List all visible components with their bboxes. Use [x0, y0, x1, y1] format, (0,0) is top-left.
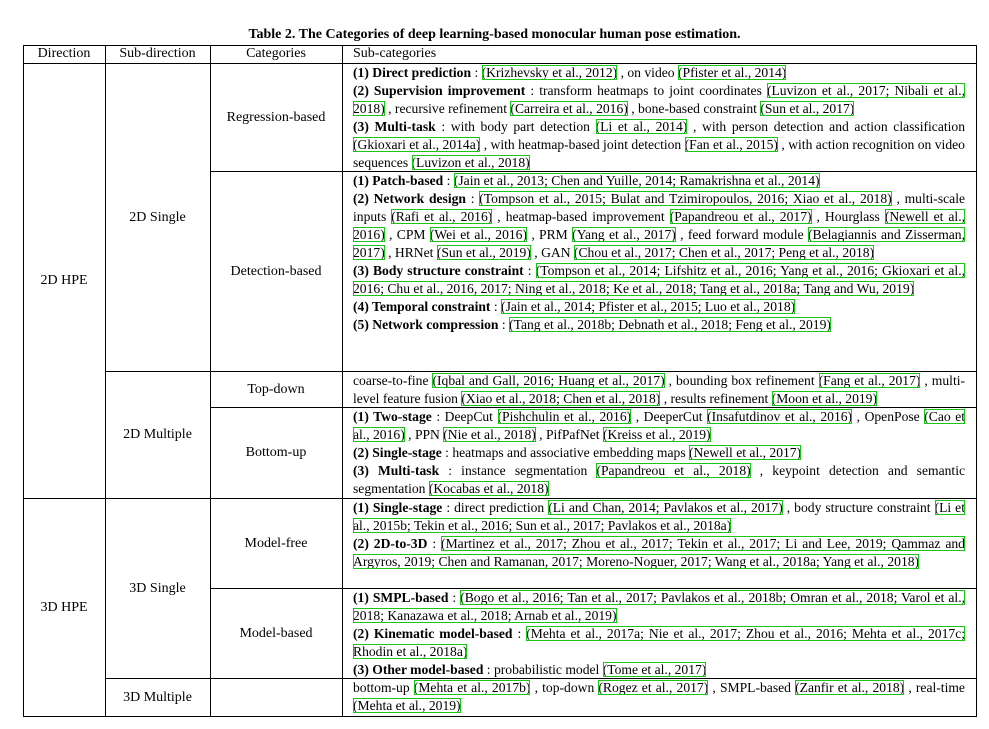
cell-text: , results refinement	[663, 391, 769, 406]
citation-link[interactable]: (Rogez et al., 2017)	[598, 680, 709, 695]
citation-link[interactable]: (Iqbal and Gall, 2016; Huang et al., 2017)	[432, 373, 665, 388]
citation-link[interactable]: (Cao et al., 2016)	[353, 409, 966, 442]
cell-text: :	[474, 65, 479, 80]
cell-text: , multi-scale inputs	[353, 191, 966, 224]
category-model-based: Model-based	[239, 625, 313, 641]
cell-text: , real-time	[908, 680, 965, 695]
citation-link[interactable]: (Kocabas et al., 2018)	[428, 481, 549, 496]
citation-link[interactable]: (Mehta et al., 2019)	[353, 698, 461, 713]
subcategory-label: (3) Other model-based	[353, 662, 484, 677]
category-regression-based: Regression-based	[226, 109, 326, 125]
subdirection-2d-multiple: 2D Multiple	[123, 427, 192, 442]
cell-text: :	[527, 263, 532, 278]
citation-link[interactable]: (Kreiss et al., 2019)	[603, 427, 711, 442]
subcategory-label: (1) Direct prediction	[353, 65, 472, 80]
citation-link[interactable]: (Carreira et al., 2016)	[510, 101, 628, 116]
citation-link[interactable]: (Zanfir et al., 2018)	[795, 680, 905, 695]
cell-text: , DeeperCut	[635, 409, 703, 424]
citation-link[interactable]: (Belagiannis and Zisserman, 2017)	[353, 227, 965, 260]
citation-link[interactable]: (Yang et al., 2017)	[572, 227, 676, 242]
header-sub-direction: Sub-direction	[119, 46, 196, 61]
category-model-free: Model-free	[244, 535, 308, 551]
cell-text: : transform heatmaps to joint coordinates	[530, 83, 762, 98]
citation-link[interactable]: (Moon et al., 2019)	[771, 391, 878, 406]
citation-link[interactable]: (Jain et al., 2014; Pfister et al., 2015; Luo et al., 2018)	[501, 299, 796, 314]
subcategory-label: (2) 2D-to-3D	[353, 536, 428, 551]
cell-text: bottom-up	[353, 680, 410, 695]
cell-text: : direct prediction	[446, 500, 545, 515]
citation-link[interactable]: (Wei et al., 2016)	[429, 227, 527, 242]
cell-text: , feed forward module	[680, 227, 804, 242]
cell-text: , body structure constraint	[786, 500, 931, 515]
citation-link[interactable]: (Li et al., 2015b; Tekin et al., 2016; Sun et al., 2017; Pavlakos et al., 2018a)	[353, 500, 965, 533]
cell-text: , with person detection and action classification	[692, 119, 966, 134]
subcategories-detection-based	[353, 172, 965, 334]
cell-text: :	[446, 173, 451, 188]
citation-link[interactable]: (Gkioxari et al., 2014a)	[353, 137, 481, 152]
citation-link[interactable]: (Sun et al., 2019)	[436, 245, 531, 260]
subcategory-label: (1) SMPL-based	[353, 590, 449, 605]
cell-text: , multi-level feature fusion	[353, 373, 966, 406]
cell-text: , top-down	[534, 680, 595, 695]
column-divider-3	[342, 45, 343, 717]
citation-link[interactable]: (Pishchulin et al., 2016)	[497, 409, 632, 424]
cell-text: :	[501, 317, 506, 332]
cell-text: :	[452, 590, 457, 605]
citation-link[interactable]: (Tompson et al., 2015; Bulat and Tzimiropoulos, 2016; Xiao et al., 2018)	[479, 191, 892, 206]
cell-text: : heatmaps and associative embedding maps	[445, 445, 686, 460]
cell-text: , PPN	[408, 427, 440, 442]
citation-link[interactable]: (Fan et al., 2015)	[684, 137, 778, 152]
citation-link[interactable]: (Luvizon et al., 2017; Nibali et al., 2018)	[353, 83, 965, 116]
cell-text: , OpenPose	[856, 409, 920, 424]
citation-link[interactable]: (Fang et al., 2017)	[818, 373, 921, 388]
citation-link[interactable]: (Chou et al., 2017; Chen et al., 2017; Peng et al., 2018)	[573, 245, 875, 260]
subcategory-label: (3) Multi-task	[353, 119, 436, 134]
cell-text: : with body part detection	[441, 119, 590, 134]
category-top-down: Top-down	[247, 381, 305, 397]
cell-text: , recursive refinement	[388, 101, 508, 116]
cell-text: , PifPafNet	[539, 427, 600, 442]
subcategories-bottom-up	[353, 408, 965, 498]
cell-text: , HRNet	[388, 245, 434, 260]
direction-3d-hpe: 3D HPE	[40, 599, 88, 615]
subdirection-3d-single: 3D Single	[129, 580, 186, 596]
citation-link[interactable]: (Bogo et al., 2016; Tan et al., 2017; Pavlakos et al., 2018b; Omran et al., 2018; Varol et al., 2018; Kanazawa et al., 2018; Arnab et al., 2019)	[353, 590, 965, 623]
categories-table	[23, 45, 977, 717]
citation-link[interactable]: (Xiao et al., 2018; Chen et al., 2018)	[461, 391, 661, 406]
direction-2d-hpe: 2D HPE	[40, 273, 88, 288]
subcategory-label: (2) Single-stage	[353, 445, 442, 460]
citation-link[interactable]: (Luvizon et al., 2018)	[411, 155, 530, 170]
cell-text: :	[432, 536, 437, 551]
cell-text: , with heatmap-based joint detection	[483, 137, 682, 152]
citation-link[interactable]: (Jain et al., 2013; Chen and Yuille, 2014; Ramakrishna et al., 2014)	[453, 173, 820, 188]
citation-link[interactable]: (Li et al., 2014)	[595, 119, 688, 134]
subcategory-label: (1) Single-stage	[353, 500, 443, 515]
cell-text: , SMPL-based	[712, 680, 791, 695]
citation-link[interactable]: (Krizhevsky et al., 2012)	[481, 65, 618, 80]
subcategory-label: (3) Multi-task	[353, 463, 440, 478]
subcategories-3d-multiple	[353, 679, 965, 715]
cell-text: :	[517, 626, 522, 641]
citation-link[interactable]: (Papandreou et al., 2018)	[596, 463, 751, 478]
citation-link[interactable]: (Martinez et al., 2017; Zhou et al., 2017; Tekin et al., 2017; Li and Lee, 2019; Qammaz and Argyros, 2019; Chen and Ramanan, 2017; Moreno-Noguer, 2017; Wang et al., 2018a; Yang et al., 2018)	[353, 536, 965, 569]
cell-text: , bone-based constraint	[631, 101, 757, 116]
cell-text: , on video	[620, 65, 675, 80]
cell-text: , CPM	[389, 227, 426, 242]
subcategory-label: (5) Network compression	[353, 317, 499, 332]
cell-text: : instance segmentation	[448, 463, 588, 478]
subcategory-label: (2) Network design	[353, 191, 466, 206]
citation-link[interactable]: (Papandreou et al., 2017)	[669, 209, 812, 224]
cell-text: :	[470, 191, 475, 206]
citation-link[interactable]: (Tompson et al., 2014; Lifshitz et al., 2016; Yang et al., 2016; Gkioxari et al., 2016; Chu et al., 2016, 2017; Ning et al., 2018; Ke et al., 2018; Tang et al., 2018a; Tang and Wu, 2019)	[353, 263, 965, 296]
table-border-bottom	[23, 716, 977, 717]
subcategory-label: (2) Supervision improvement	[353, 83, 526, 98]
cell-text: coarse-to-fine	[353, 373, 429, 388]
citation-link[interactable]: (Mehta et al., 2017b)	[413, 680, 531, 695]
cell-text: , GAN	[534, 245, 571, 260]
cell-text: : DeepCut	[436, 409, 493, 424]
cell-text: , heatmap-based improvement	[497, 209, 665, 224]
citation-link[interactable]: (Sun et al., 2017)	[760, 101, 855, 116]
citation-link[interactable]: (Insafutdinov et al., 2016)	[707, 409, 853, 424]
cell-text: , bounding box refinement	[668, 373, 815, 388]
cell-text: : probabilistic model	[486, 662, 600, 677]
citation-link[interactable]: (Tang et al., 2018b; Debnath et al., 2018; Feng et al., 2019)	[509, 317, 831, 332]
cell-text: , PRM	[531, 227, 568, 242]
subcategories-top-down	[353, 372, 965, 408]
header-categories: Categories	[246, 46, 306, 61]
category-bottom-up: Bottom-up	[245, 445, 307, 460]
subcategory-label: (3) Body structure constraint	[353, 263, 524, 278]
subcategories-model-free	[353, 499, 965, 571]
subcategories-model-based	[353, 589, 965, 679]
subcategory-label: (1) Two-stage	[353, 409, 432, 424]
subcategory-label: (2) Kinematic model-based	[353, 626, 513, 641]
citation-link[interactable]: (Nie et al., 2018)	[443, 427, 536, 442]
citation-link[interactable]: (Tome et al., 2017)	[602, 662, 707, 677]
cell-text: :	[493, 299, 498, 314]
subdirection-3d-multiple: 3D Multiple	[123, 689, 192, 705]
cell-text: , keypoint detection and semantic segmentation	[353, 463, 965, 496]
cell-text: , Hourglass	[816, 209, 880, 224]
citation-link[interactable]: (Rafi et al., 2016)	[391, 209, 493, 224]
table-caption: Table 2. The Categories of deep learning-based monocular human pose estimation.	[248, 27, 741, 42]
subcategory-label: (1) Patch-based	[353, 173, 444, 188]
header-sub-categories: Sub-categories	[353, 46, 437, 61]
citation-link[interactable]: (Newell et al., 2017)	[689, 445, 802, 460]
subcategory-label: (4) Temporal constraint	[353, 299, 491, 314]
cell-text: , with action recognition on video sequences	[353, 137, 965, 170]
subcategories-regression-based	[353, 64, 965, 172]
header-direction: Direction	[37, 46, 91, 61]
subdirection-2d-single: 2D Single	[129, 209, 186, 225]
category-detection-based: Detection-based	[230, 263, 322, 279]
citation-link[interactable]: (Newell et al., 2016)	[353, 209, 966, 242]
table-border-right	[976, 45, 977, 717]
citation-link[interactable]: (Li and Chan, 2014; Pavlakos et al., 2017)	[548, 500, 783, 515]
citation-link[interactable]: (Pfister et al., 2014)	[677, 65, 787, 80]
citation-link[interactable]: (Mehta et al., 2017a; Nie et al., 2017; Zhou et al., 2016; Mehta et al., 2017c; Rhodin et al., 2018a)	[353, 626, 966, 659]
